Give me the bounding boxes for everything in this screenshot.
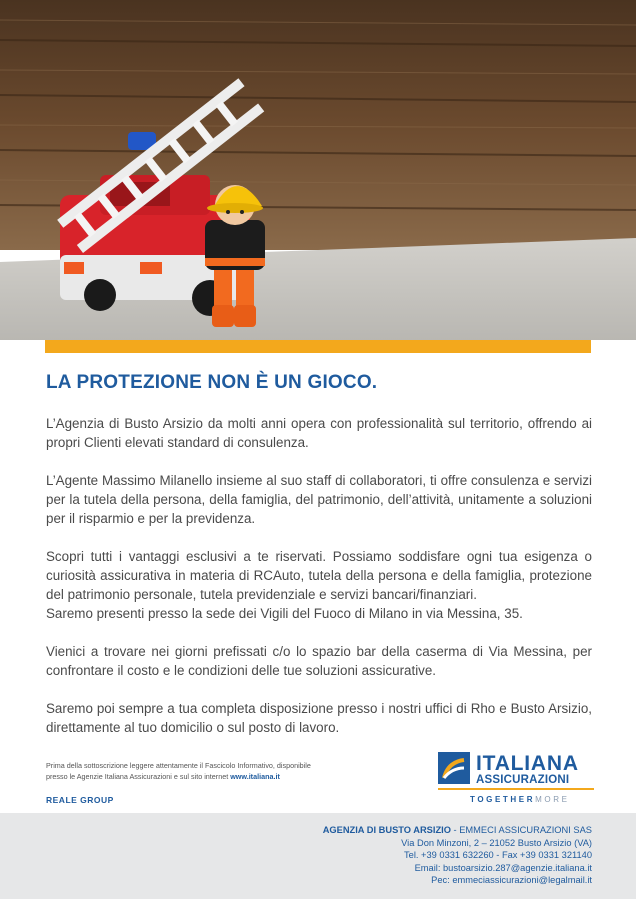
tagline-more: MORE [535,795,570,804]
address: Via Don Minzoni, 2 – 21052 Busto Arsizio (VA) [401,837,592,848]
disclaimer-line-text: presso le Agenzie Italiana Assicurazioni e sul sito internet [46,772,229,781]
agency-line [323,824,592,837]
website-link[interactable]: www.italiana.it [230,772,280,781]
tagline-together: TOGETHER [470,795,536,804]
pec-link[interactable]: Pec: emmeciassicurazioni@legalmail.it [431,875,592,886]
tagline [470,795,570,804]
reale-group-label: REALE GROUP [46,795,114,805]
phone-fax: Tel. +39 0331 632260 - Fax +39 0331 321140 [404,850,592,861]
email-link[interactable]: Email: bustoarsizio.287@agenzie.italiana.it [414,862,592,873]
paragraph: Vienici a trovare nei giorni prefissati c/o lo spazio bar della caserma di Via Messina, per confrontare il costo e le condizioni delle tue soluzioni assicurative. [46,644,592,678]
paragraph: L’Agente Massimo Milanello insieme al suo staff di collaboratori, ti offre consulenza e servizi per la tutela della persona, della famiglia, del patrimonio, dell’attività, unitamente a soluzioni per il risparmio e per la previdenza. [46,473,592,526]
paragraph: L’Agenzia di Busto Arsizio da molti anni opera con professionalità sul territorio, offrendo ai propri Clienti elevati standard di consulenza. [46,416,592,450]
accent-bar [45,340,591,353]
company-name: - EMMECI ASSICURAZIONI SAS [450,825,592,835]
logo-name: ITALIANA [476,752,579,775]
italiana-logo [438,752,594,788]
paragraph: Saremo presenti presso la sede dei Vigili del Fuoco di Milano in via Messina, 35. [46,606,523,621]
hero-photo [0,0,636,340]
page-headline: LA PROTEZIONE NON È UN GIOCO. [46,372,378,393]
paragraph: Saremo poi sempre a tua completa disposizione presso i nostri uffici di Rho e Busto Arsizio, direttamente al tuo domicilio o sul posto di lavoro. [46,701,592,735]
legal-disclaimer [46,760,376,782]
logo-subtitle: ASSICURAZIONI [476,774,570,786]
footer-contact [0,813,636,899]
body-text [46,414,592,756]
logo-underline [438,788,594,790]
disclaimer-line [46,771,376,782]
agency-name: AGENZIA DI BUSTO ARSIZIO [322,825,451,835]
disclaimer-line: Prima della sottoscrizione leggere attentamente il Fascicolo Informativo, disponibile [46,761,311,770]
contact-block [323,824,592,887]
paragraph: Scopri tutti i vantaggi esclusivi a te riservati. Possiamo soddisfare ogni tua esigenza o curiosità assicurativa in materia di RCAuto, tutela della persona e della famiglia, protezione del patrimonio personale, tutela previdenziale e servizi bancari/finanziari. [46,549,592,602]
logo-mark-icon [438,752,470,784]
